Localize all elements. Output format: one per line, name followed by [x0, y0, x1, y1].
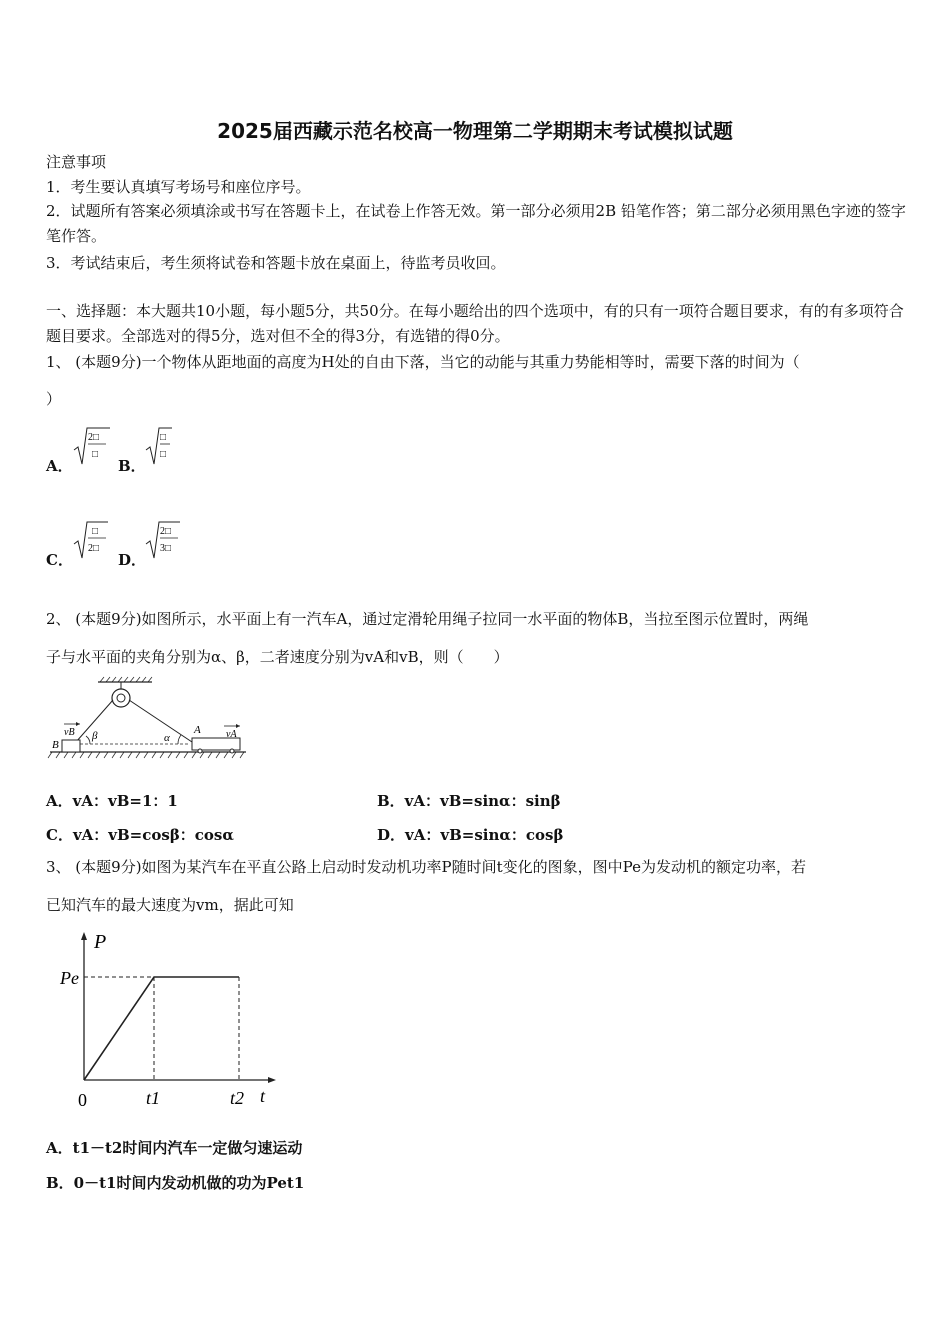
q3-option-a: A．t1－t2时间内汽车一定做匀速运动	[46, 1139, 303, 1157]
q2-option-b: B．vA：vB=sinα：sinβ	[377, 792, 561, 810]
q1-stem: 1、 (本题9分)一个物体从距地面的高度为H处的自由下落，当它的动能与其重力势能相等时，需要下落的时间为（	[46, 353, 800, 371]
notice-item-2: 2．试题所有答案必须填涂或书写在答题卡上，在试卷上作答无效。第一部分必须用2B 铅笔作答；第二部分必须用黑色字迹的签字笔作答。	[46, 202, 906, 245]
q1-d-den: 3□	[160, 543, 172, 554]
q2-option-c: C．vA：vB=cosβ：cosα	[46, 826, 234, 844]
label-a: A	[194, 724, 201, 736]
q2-figure	[46, 676, 248, 760]
q1-option-a-formula	[72, 424, 112, 468]
block-b	[62, 740, 80, 752]
q1-b-den: □	[160, 449, 167, 460]
label-vb: vB	[64, 727, 75, 738]
label-alpha: α	[164, 732, 170, 744]
label-t: t	[260, 1086, 266, 1106]
q1-stem-end: ）	[46, 390, 62, 408]
q1-option-d-label: D．	[118, 551, 147, 569]
section-instructions: 一、选择题：本大题共10小题，每小题5分，共50分。在每小题给出的四个选项中，有的只有一项符合题目要求，有的有多项符合题目要求。全部选对的得5分，选对但不全的得3分，有选错的得0分。	[46, 302, 904, 345]
q1-option-b-formula	[144, 424, 176, 468]
q3-power-time-graph	[54, 928, 284, 1114]
label-t1: t1	[146, 1088, 161, 1108]
q1-d-num: 2□	[160, 526, 172, 537]
notice-item-3: 3．考试结束后，考生须将试卷和答题卡放在桌面上，待监考员收回。	[46, 254, 506, 272]
label-origin: 0	[78, 1090, 87, 1110]
q1-c-den: 2□	[88, 543, 100, 554]
q2-option-d: D．vA：vB=sinα：cosβ	[377, 826, 564, 844]
q2-option-a: A．vA：vB=1：1	[46, 792, 178, 810]
q1-option-a-label: A．	[46, 457, 73, 475]
power-curve	[84, 977, 239, 1080]
label-t2: t2	[230, 1088, 245, 1108]
notice-item-1: 1．考生要认真填写考场号和座位序号。	[46, 178, 311, 196]
label-p: P	[94, 931, 107, 953]
q1-option-c-label: C．	[46, 551, 73, 569]
q2-stem-line-1: 2、 (本题9分)如图所示，水平面上有一汽车A，通过定滑轮用绳子拉同一水平面的物体B，当拉至图示位置时，两绳	[46, 610, 809, 628]
label-beta: β	[92, 730, 98, 742]
page-title: 2025届西藏示范名校高一物理第二学期期末考试模拟试题	[217, 119, 733, 143]
q2-stem-line-2: 子与水平面的夹角分别为α、β，二者速度分别为vA和vB，则（ ）	[46, 648, 509, 666]
q1-a-num: 2□	[88, 432, 100, 443]
label-va: vA	[226, 729, 237, 740]
label-b: B	[52, 739, 59, 751]
notice-heading: 注意事项	[46, 153, 107, 171]
q1-option-c-formula	[72, 518, 112, 562]
q3-option-b: B．0－t1时间内发动机做的功为Pet1	[46, 1174, 305, 1192]
q1-option-d-formula	[144, 518, 184, 562]
q1-a-den: □	[92, 449, 99, 460]
q1-b-num: □	[160, 432, 167, 443]
q3-stem-line-1: 3、 (本题9分)如图为某汽车在平直公路上启动时发动机功率P随时间t变化的图象，图中Pe为发动机的额定功率，若	[46, 858, 806, 876]
q3-stem-line-2: 已知汽车的最大速度为vm，据此可知	[46, 896, 294, 914]
q1-c-num: □	[92, 526, 99, 537]
q1-option-b-label: B．	[118, 457, 146, 475]
label-pe: Pe	[60, 968, 79, 988]
